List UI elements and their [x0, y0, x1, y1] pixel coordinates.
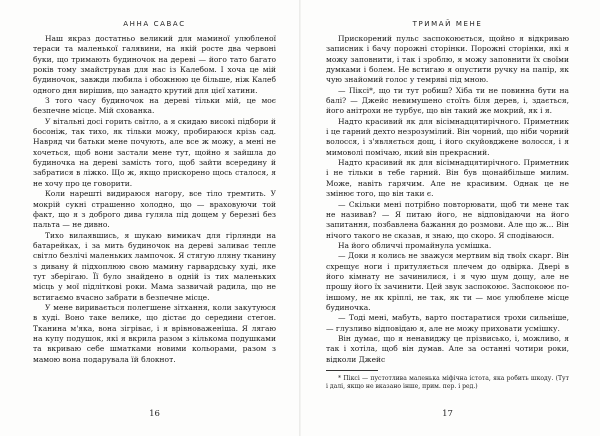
paragraph: — Тоді мені, мабуть, варто постаратися трохи сильніше, — глузливо відповідаю я, але не можу приховати усмішку.: [326, 313, 569, 333]
paragraph: Тихо вилаявшись, я шукаю вимикач для гірлянди на батарейках, і за мить будиночок на дереві заливає тепле світло безлічі маленьких лампочок. Я стягую лляну тканину з дивану й підхоплюю свою мамину гарвардську худі, яке тут зберігаю. Її було знайдено в одній із тих маленьких місць у мої підліткові роки. Мама зазвичай радила, що не встигаємо вчасно забрати в безпечне місце.: [33, 230, 276, 302]
footnote-text: Піксі — пустотлива маленька міфічна істота, яка робить шкоду. (Тут і далі, якщо не вказано інше, прим. пер. і ред.): [326, 375, 570, 391]
footnote-rule: [326, 370, 378, 371]
right-page-body: [326, 34, 569, 365]
paragraph: — Скільки мені потрібно повторювати, щоб ти мене так не називав? — Я питаю його, не відповідаючи на його запитання, позбавлена бажання до розмови. Але що ж... Він нічого такого не сказав, я знаю, що скоро. Я сподіваюся.: [326, 199, 569, 240]
running-head-author: АННА САВАС: [123, 20, 186, 28]
right-page: [300, 0, 600, 436]
paragraph: Надто красивий як для вісімнадцятирічного. Приметник і це гарний дехто незрозумілий. Він чорний, що ніби чорний волосся, і з'являється дощ, і його скуйовджене волосся, і я мимоволі помічаю, який він прекрасний.: [326, 116, 569, 157]
paragraph: Коли нарешті видираюся нагору, все тіло тремтить. У мокрій сукні страшенно холодно, що — враховуючи той факт, що я з доброго дива гуляла під дощем у березні без пальта — не дивно.: [33, 189, 276, 230]
paragraph: У мене виривається полегшене зітхання, коли закутуюся в худі. Воно таке велике, що дістає до середини стегон. Тканина м'яка, вона зігріває, і я врівноваженіша. Я лягаю на купу подушок, які я вкрила разом з кількома подушками та вкриваю себе шматками новими кольорами, разом з мамою вона подарувала їй блокнот.: [33, 302, 276, 364]
paragraph: З того часу будиночок на дереві тільки мій, це моє безпечне місце. Мій схованка.: [33, 96, 276, 116]
paragraph: Надто красивий як для вісімнадцятирічного. Приметник і не тільки в тебе гарний. Він був щонайбільше милим. Може, навіть гарячим. Але не красивим. Однак це не змінює того, що він таки є.: [326, 158, 569, 199]
running-head-title: ТРИМАЙ МЕНЕ: [412, 20, 483, 28]
paragraph: На його обличчі промайнула усмішка.: [338, 240, 492, 250]
paragraph: У вітальні досі горить світло, а я скидаю високі підбори й босоніж, так тихо, як тільки можу, пробираюся крізь сад. Навряд чи батьки мене почують, але все ж можу, а мені не хочеться, щоб вони застали мене тут, щойно я зайшла до будиночка на дереві замість того, щоб зайти всередину й забратися в ліжко. Що ж, якщо прискорено щось сталося, я не хочу про це говорити.: [33, 116, 276, 188]
page-number-left: 16: [149, 409, 160, 419]
footnote-marker: *: [338, 375, 342, 382]
paragraph: Наш якраз достатньо великий для маминої улюбленої тераси та маленької галявини, на якій росте два червоні буки, що тримають будиночок на дереві — його тато багато років тому змайстрував для нас із Калебом. І хоча це мій будиночок, завжди любила і обожнюю це більше, ніж Калеб одного дня вирішив, що занадто крутий для цієї хатини.: [33, 34, 276, 95]
paragraph: — Доки я колись не зважуся мертвим від твоїх скарг. Він схрещує ноги і притуляється плечем до одвірка. Двері в його кімнату не зачинилися, і я чую шум дощу, але не прошу його їх зачинити. Цей звук заспокоює. Заспокоює по-іншому, не як кріплі, не так, як ти — моє улюблене місце будиночка.: [326, 251, 569, 312]
left-page-body: [33, 34, 276, 365]
paragraph: Прискорений пульс заспокоюється, щойно я відкриваю записник і бачу порожні сторінки. Порожні сторінки, які я можу заповнити, і так і зроблю, я можу заповнити їх своїми думками і болем. Не встигаю я опустити ручку на папір, як чую знайомий голос у темряві під мною.: [326, 34, 569, 85]
paragraph: Він думає, що я ненавиджу це прізвисько, і, можливо, я так і хотіла, щоб він думав. Але за останні чотири роки, відколи Джейс: [326, 333, 569, 364]
page-number-right: 17: [442, 409, 453, 419]
footnote: [326, 375, 569, 391]
paragraph: — Піксі*, що ти тут робиш? Хіба ти не повинна бути на балі? — Джейс невимушено стоїть біля дерев, і, здається, його анітрохи не турбує, що він такий же мокрий, як і я.: [326, 85, 569, 116]
